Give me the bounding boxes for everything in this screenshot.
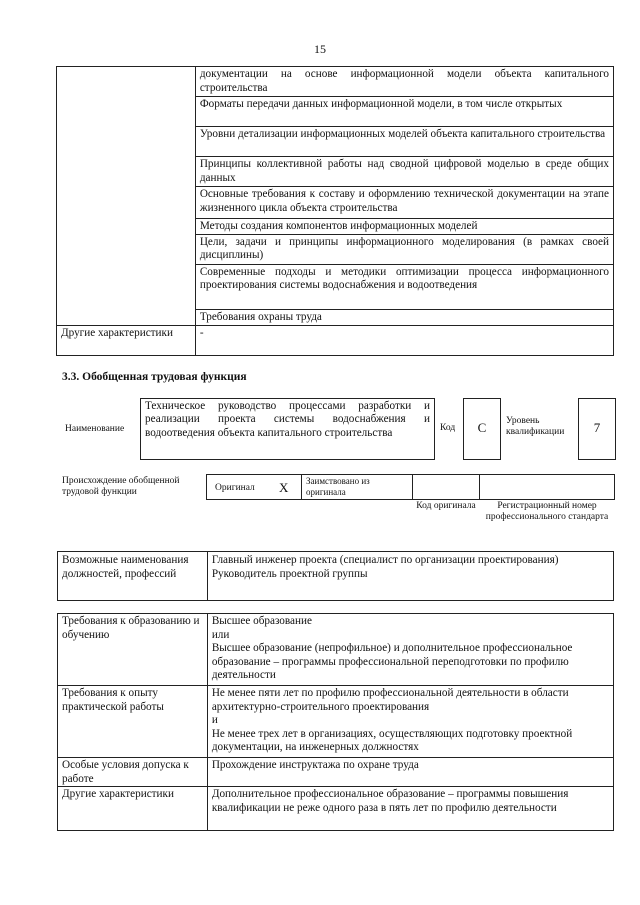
reg-caption: Регистрационный номер профессионального стандарта [485,501,609,522]
req-line: Не менее трех лет в организациях, осуществляющих подготовку проектной документации, на инженерных должностях [211,727,573,754]
req-line: Высшее образование [211,615,312,627]
original-label: Оригинал [215,483,255,493]
education-label: Требования к образованию и обучению [58,614,208,686]
borrowed-label: Заимствовано из оригинала [306,476,370,497]
level-box [578,398,616,460]
knowledge-item: Форматы передачи данных информационной модели, в том числе открытых [195,97,613,127]
original-code-box [412,474,480,500]
education-value [207,614,613,686]
origin-label: Происхождение обобщенной трудовой функции [62,476,180,497]
req-line: Не менее пяти лет по профилю профессиональной деятельности в области архитектурно-строительного проектирования [211,687,569,713]
req-line: Высшее образование (непрофильное) и дополнительное профессиональное образование – программы профессиональной переподготовки по профилю деятельности [211,642,573,682]
knowledge-item: Принципы коллективной работы над сводной цифровой моделью в среде общих данных [195,157,613,187]
other-value [207,787,613,831]
function-name: Техническое руководство процессами разработки и реализации проекта системы водоснабжения и водоотведения объекта капитального строительства [145,400,430,439]
knowledge-item: Уровни детализации информационных моделей объекта капитального строительства [195,127,613,157]
position-item: Руководитель проектной группы [211,567,368,580]
knowledge-label-cell [57,67,196,326]
borrowed-box [301,474,413,500]
position-item: Главный инженер проекта (специалист по организации проектирования) [211,554,559,566]
positions-label: Возможные наименования должностей, профессий [58,552,208,601]
code-caption: Код оригинала [416,501,476,511]
code-value: C [477,420,487,435]
knowledge-item: Требования охраны труда [195,309,613,325]
positions-values [207,552,613,601]
original-mark: X [279,480,289,495]
other-characteristics-value: - [195,325,613,355]
experience-label: Требования к опыту практической работы [58,686,208,758]
requirements-table [57,613,614,831]
admission-value [207,758,613,787]
section-title: 3.3. Обобщенная трудовая функция [62,371,247,383]
knowledge-table [56,66,614,356]
code-box [463,398,501,460]
other-label: Другие характеристики [58,787,208,831]
req-line: и [211,714,218,727]
knowledge-item: Современные подходы и методики оптимизации процесса информационного проектирования системы водоснабжения и водоотведения [195,264,613,309]
other-characteristics-label: Другие характеристики [57,325,196,355]
req-line: Прохождение инструктажа по охране труда [211,759,419,771]
level-value: 7 [593,420,601,435]
experience-value [207,686,613,758]
req-line: или [211,628,230,641]
req-line: Дополнительное профессиональное образование – программы повышения квалификации не реже одного раза в пять лет по профилю деятельности [211,788,569,814]
function-name-box [140,398,435,460]
knowledge-item: Методы создания компонентов информационных моделей [195,219,613,235]
knowledge-item: документации на основе информационной модели объекта капитального строительства [195,67,613,97]
original-box [206,474,302,500]
knowledge-item: Основные требования к составу и оформлению технической документации на этапе жизненного цикла объекта строительства [195,187,613,219]
knowledge-item: Цели, задачи и принципы информационного моделирования (в рамках своей дисциплины) [195,234,613,264]
reg-number-box [479,474,615,500]
positions-table [57,551,614,601]
page-number: 15 [314,42,326,56]
level-label: Уровень квалификации [506,416,565,437]
admission-label: Особые условия допуска к работе [58,758,208,787]
name-label: Наименование [65,424,125,434]
code-label: Код [440,423,456,433]
